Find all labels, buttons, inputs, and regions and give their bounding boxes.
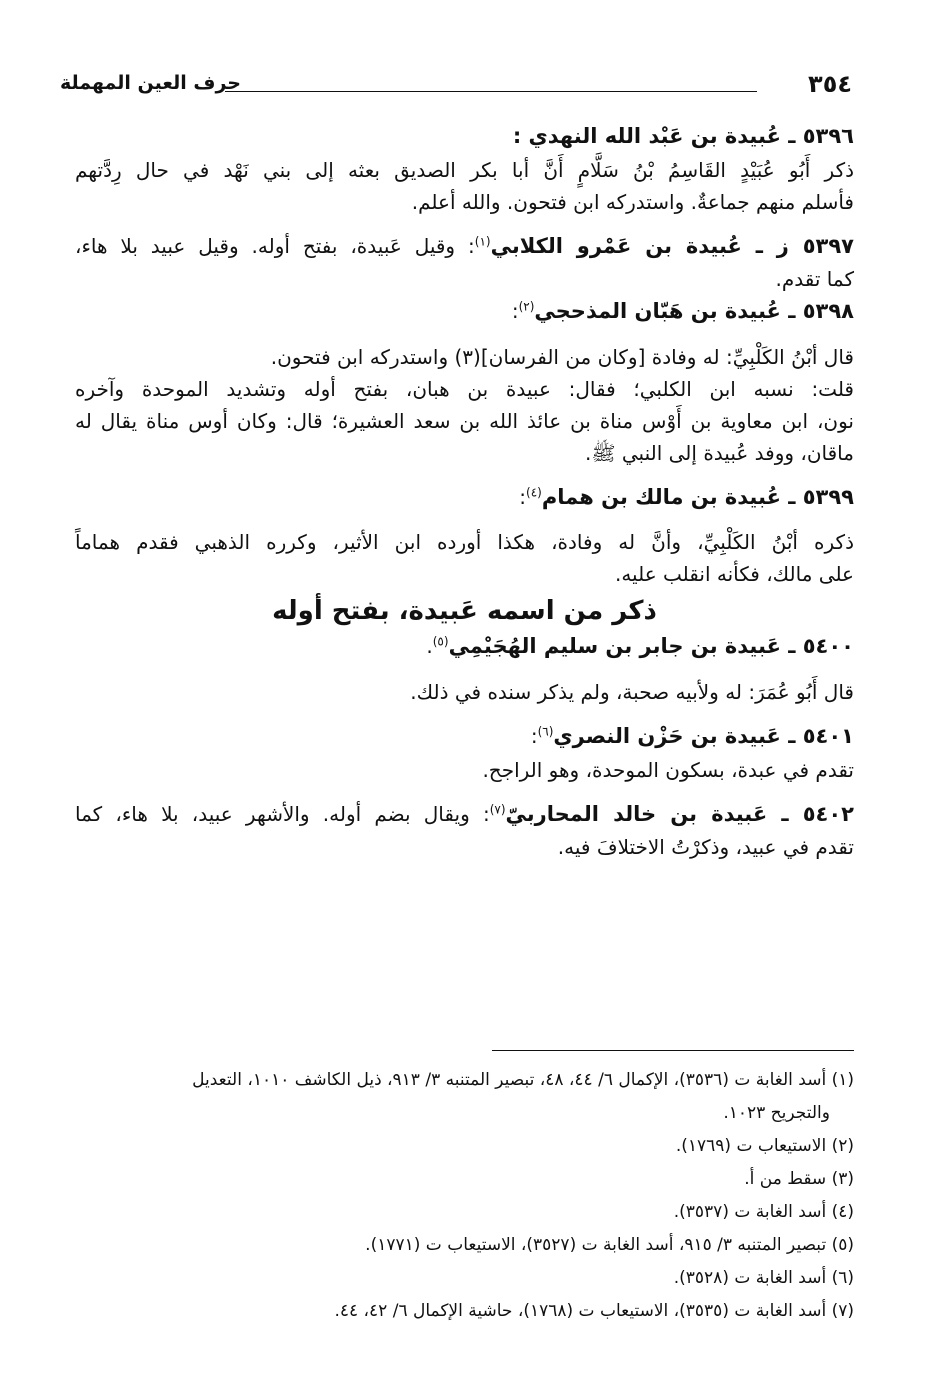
entry-heading: ٥٣٩٨ ـ عُبيدة بن هَبّان المذحجي$^{(٢)}$: bbox=[511, 299, 854, 324]
entry-line: على مالك، فكأنه انقلب عليه. bbox=[614, 562, 854, 587]
footnote: (١) أسد الغابة ت (٣٥٣٦)، الإكمال ٦/ ٤٤، ٤٨، تبصير المتنبه ٣/ ٩١٣، ذيل الكاشف ١٠١٠، التعديل bbox=[192, 1070, 854, 1090]
entry-line: ذكر أَبُو عُبَيْدٍ القَاسِمُ بْنُ سَلَّامٍ أَنَّ أبا بكر الصديق بعثه إلى بني نَهْد في حال رِدَّتهم bbox=[75, 157, 854, 182]
entry-heading: ٥٣٩٧ ز ـ عُبيدة بن عَمْرو الكلابي$^{(١)}$: وقيل عَبيدة، بفتح أوله. وقيل عبيد بلا هاء، bbox=[75, 233, 854, 258]
entry-line: تقدم في عبدة، بسكون الموحدة، وهو الراجح. bbox=[482, 757, 854, 782]
entry-line: قال أبْنُ الكَلْبِيِّ: له وفادة [وكان من الفرسان](٣) واستدركه ابن فتحون. bbox=[270, 344, 854, 369]
page-number: ٣٥٤ bbox=[808, 70, 852, 98]
footnote: (٥) تبصير المتنبه ٣/ ٩١٥، أسد الغابة ت (٣٥٢٧)، الاستيعاب ت (١٧٧١). bbox=[365, 1235, 854, 1255]
section-title: ذكر من اسمه عَبيدة، بفتح أوله bbox=[272, 596, 657, 627]
entry-heading: ٥٣٩٦ ـ عُبيدة بن عَبْد الله النهدي : bbox=[512, 124, 854, 148]
footnote-ref: (٥) bbox=[432, 634, 449, 649]
running-title: حرف العين المهملة bbox=[60, 72, 241, 94]
running-header bbox=[60, 70, 852, 106]
entry-heading: ٥٣٩٩ ـ عُبيدة بن مالك بن همام$^{(٤)}$: bbox=[519, 484, 854, 509]
footnote: (٢) الاستيعاب ت (١٧٦٩). bbox=[675, 1136, 854, 1156]
entry-heading: ٥٤٠٠ ـ عَبيدة بن جابر بن سليم الهُجَيْمِي$^{(٥)}$. bbox=[426, 634, 854, 659]
header-rule bbox=[225, 91, 757, 92]
footnote-continuation: والتجريح ١٠٢٣. bbox=[723, 1103, 830, 1123]
footnote: (٤) أسد الغابة ت (٣٥٣٧). bbox=[673, 1202, 854, 1222]
footnote-ref: (١) bbox=[474, 233, 491, 248]
main-text bbox=[75, 120, 854, 863]
entry-line: ذكره أبْنُ الكَلْبِيِّ، وأنَّ له وفادة، هكذا أورده ابن الأثير، وكرره الذهبي فقدم هماماً bbox=[75, 530, 854, 555]
entry-line: قال أَبُو عُمَرَ: له ولأبيه صحبة، ولم يذكر سنده في ذلك. bbox=[410, 679, 854, 704]
footnote: (٣) سقط من أ. bbox=[744, 1169, 854, 1189]
entry-line: نون، ابن معاوية بن أَوْس مناة بن عائذ الله بن سعد العشيرة؛ قال: وكان أوس مناة يقال له bbox=[75, 408, 854, 433]
footnote-ref: (٢) bbox=[518, 299, 535, 314]
footnote-ref: (٤) bbox=[526, 485, 542, 500]
entry-heading: ٥٤٠٢ ـ عَبيدة بن خالد المحاربيّ$^{(٧)}$: ويقال بضم أوله. والأشهر عبيد، بلا هاء، كما bbox=[75, 801, 854, 826]
footnote: (٧) أسد الغابة ت (٣٥٣٥)، الاستيعاب ت (١٧٦٨)، حاشية الإكمال ٦/ ٤٢، ٤٤. bbox=[334, 1301, 854, 1321]
footnote-separator bbox=[492, 1050, 854, 1051]
footnote-ref: (٦) bbox=[537, 724, 554, 739]
entry-line: قلت: نسبه ابن الكلبي؛ فقال: عبيدة بن هبان، بفتح أوله وتشديد الموحدة وآخره bbox=[75, 376, 854, 401]
entry-line: تقدم في عبيد، وذكرْتُ الاختلافَ فيه. bbox=[557, 835, 854, 860]
footnote-ref: (٧) bbox=[489, 801, 506, 816]
entry-heading: ٥٤٠١ ـ عَبيدة بن حَزْن النصري$^{(٦)}$: bbox=[530, 723, 854, 748]
entry-line: ماقان، ووفد عُبيدة إلى النبي ﷺ. bbox=[585, 440, 854, 465]
footnote: (٦) أسد الغابة ت (٣٥٢٨). bbox=[673, 1268, 854, 1288]
entry-line: كما تقدم. bbox=[775, 267, 854, 292]
footnotes bbox=[75, 1064, 854, 1328]
entry-line: فأسلم منهم جماعةٌ. واستدركه ابن فتحون. والله أعلم. bbox=[411, 189, 854, 214]
